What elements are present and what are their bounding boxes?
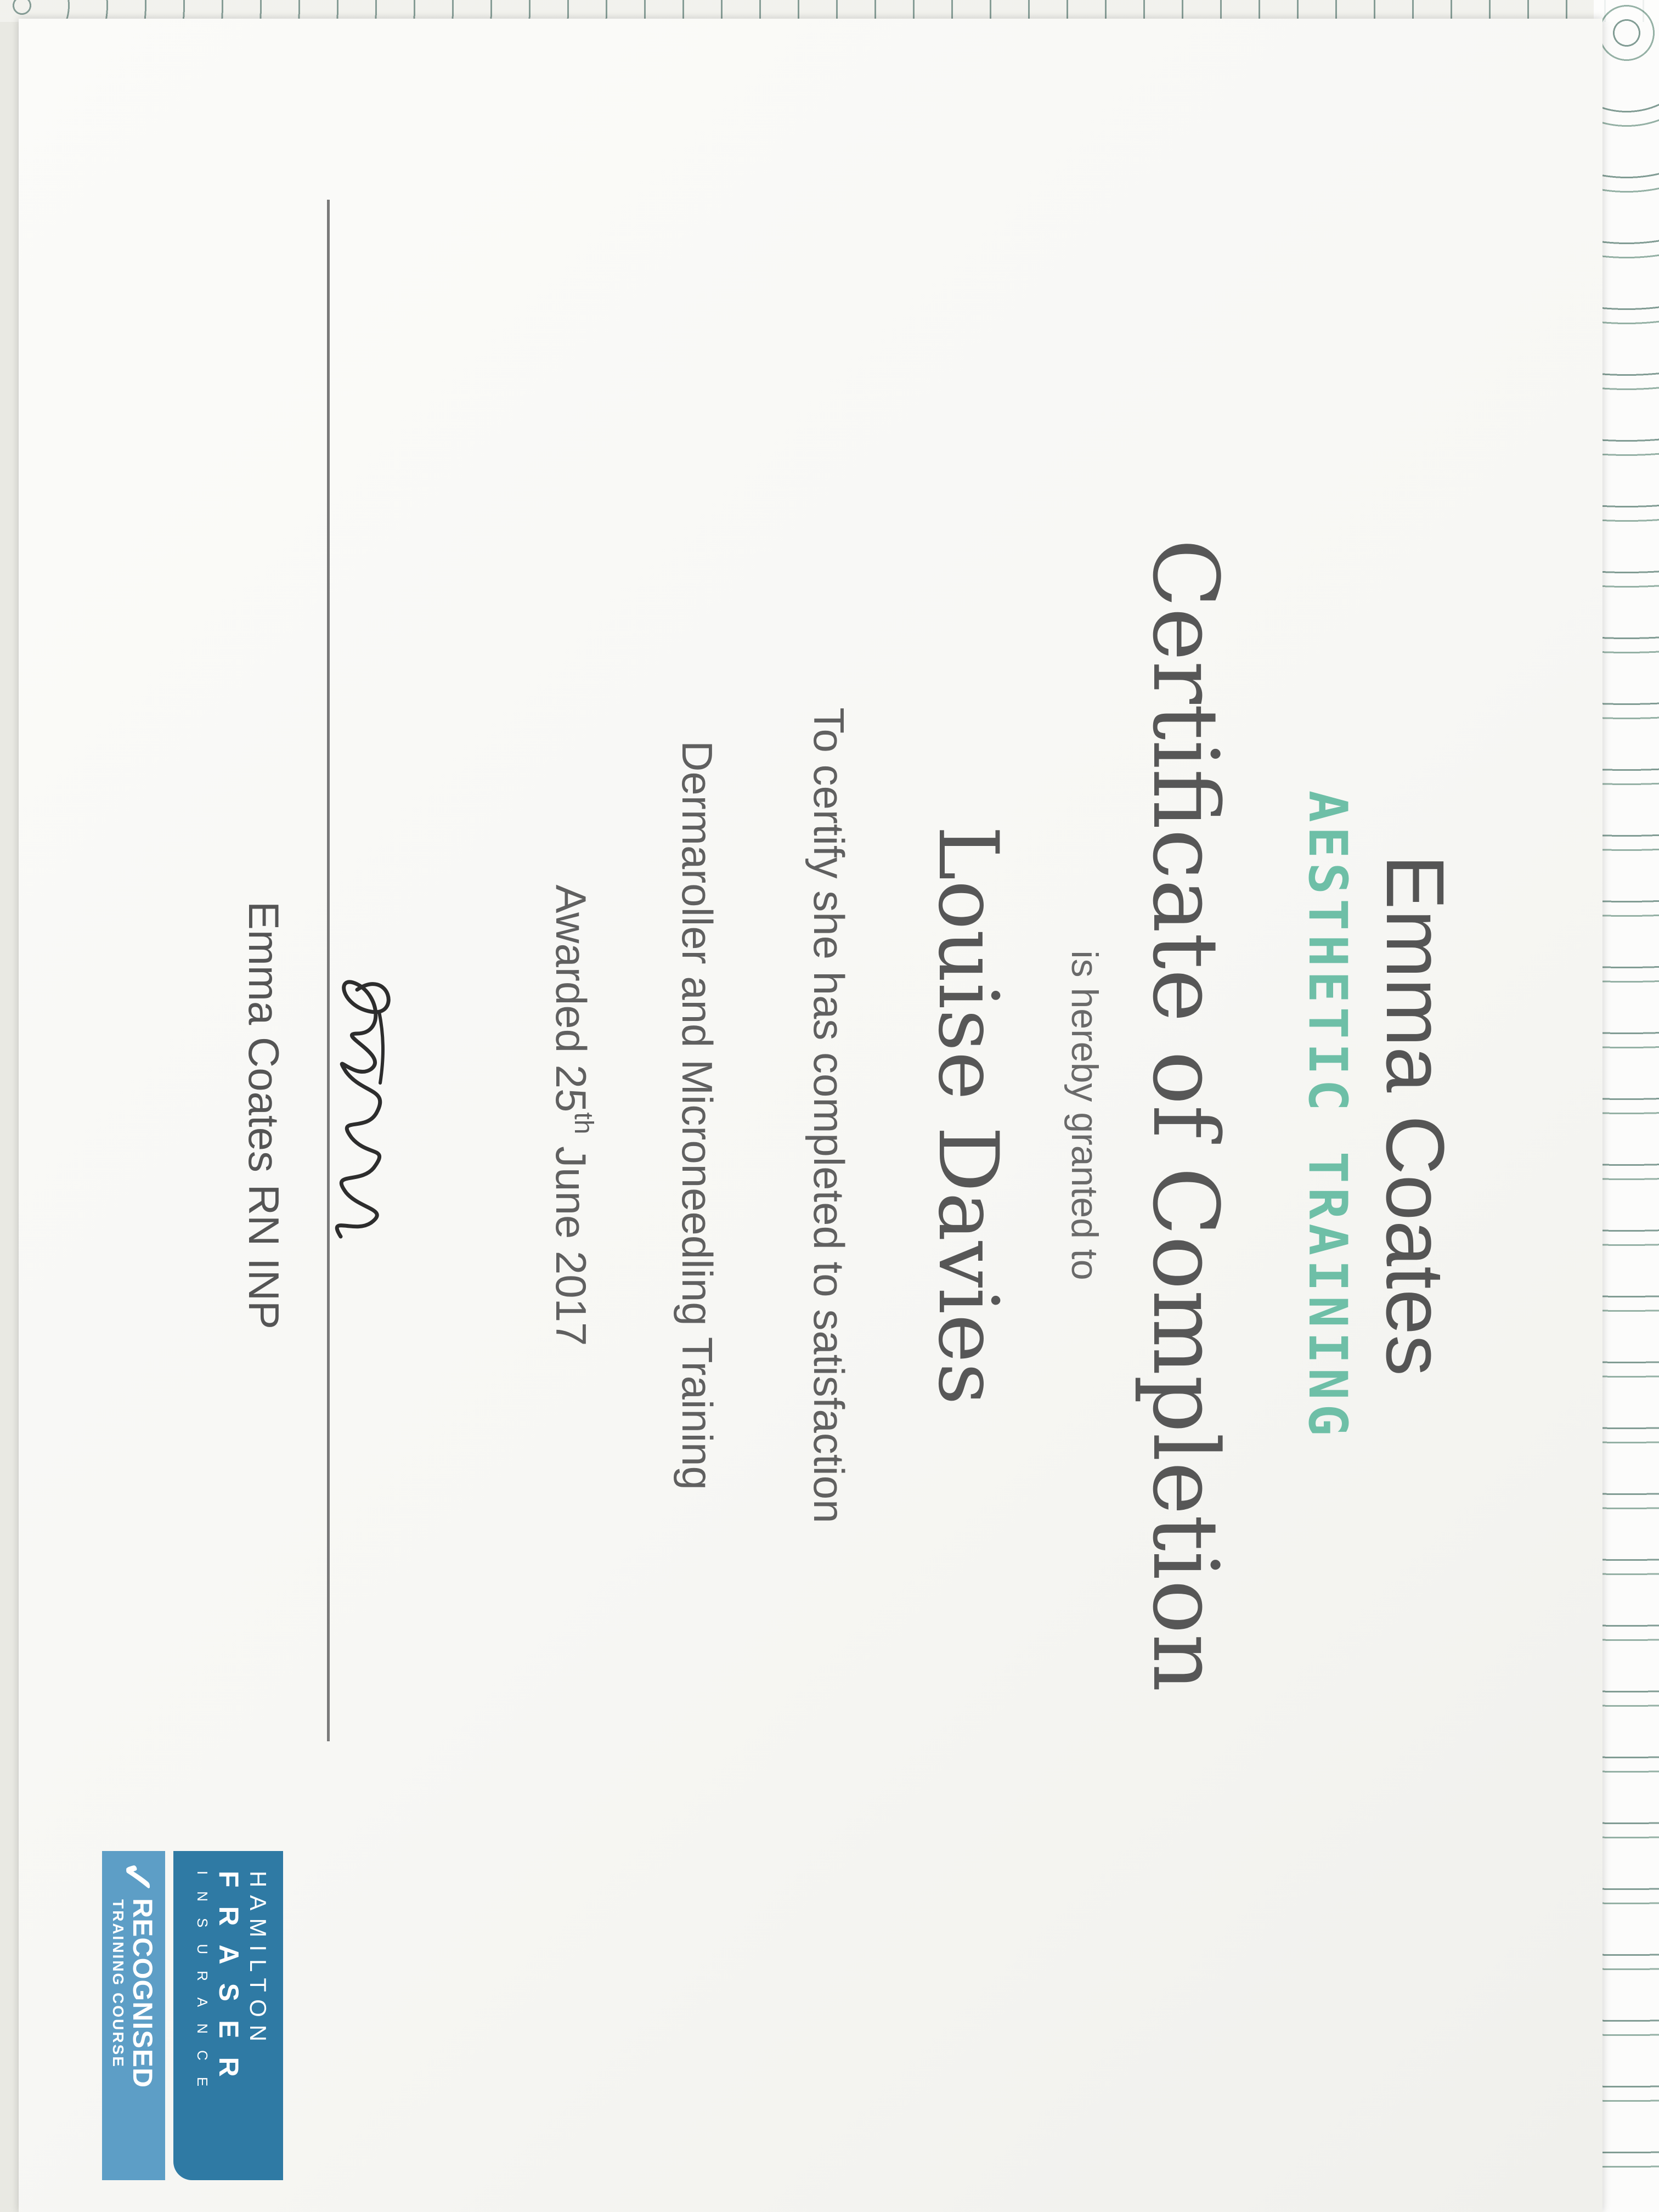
award-date-ordinal: th: [569, 1112, 598, 1135]
recipient-name: Louise Davies: [920, 825, 1015, 1406]
course-name: Dermaroller and Microneedling Training: [673, 741, 721, 1490]
org-subtitle: AESTHETIC TRAINING: [1297, 790, 1358, 1441]
badge-line-fraser: FRASER: [213, 1871, 244, 2096]
award-date: [546, 19, 596, 2212]
check-icon: ✓: [114, 1860, 160, 1895]
certificate-paper: [19, 19, 1602, 2212]
patterned-background-right: [1594, 0, 1659, 2212]
badge-top-panel: [173, 1851, 283, 2180]
badge-training-course: TRAINING COURSE: [110, 1899, 127, 2068]
certificate-title: Certificate of Completion: [1133, 539, 1238, 1692]
org-name: Emma Coates: [1369, 854, 1462, 1376]
award-date-suffix: June 2017: [547, 1134, 595, 1346]
badge-bottom-panel: [102, 1851, 165, 2180]
badge-line-insurance: INSURANCE: [194, 1871, 211, 2103]
granted-text: is hereby granted to: [1064, 950, 1105, 1280]
signer-name: Emma Coates RN INP: [240, 901, 288, 1330]
award-date-prefix: Awarded 25: [547, 884, 595, 1113]
badge-recognised: RECOGNISED: [127, 1898, 158, 2089]
badge-line-hamilton: HAMILTON: [245, 1871, 271, 2050]
signature: [308, 951, 423, 1259]
signature-line: [327, 200, 330, 1741]
certify-text: To certify she has completed to satisfaction: [805, 707, 853, 1523]
certificate-content: [19, 19, 1602, 2212]
hamilton-fraser-badge: [102, 1851, 283, 2180]
